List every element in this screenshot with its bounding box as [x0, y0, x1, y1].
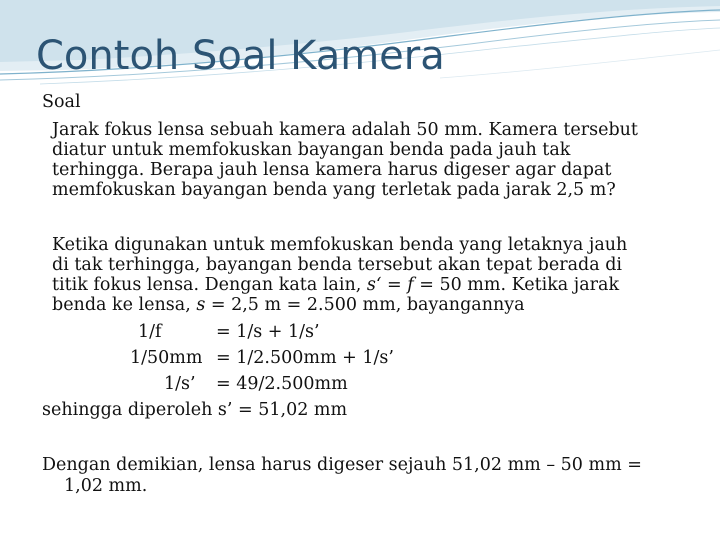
answer-line-3: [52, 275, 619, 295]
equation-2-lhs: 1/50mm: [130, 348, 203, 368]
answer-result: sehingga diperoleh s’ = 51,02 mm: [42, 400, 348, 420]
equation-2-rhs: = 1/2.500mm + 1/s’: [216, 348, 394, 368]
symbol-f: f: [407, 275, 414, 295]
equation-1-lhs: 1/f: [138, 322, 162, 342]
answer-line-3-text-b: =: [381, 275, 408, 295]
answer-line-4-text-b: = 2,5 m = 2.500 mm, bayangannya: [205, 295, 525, 315]
conclusion-line-2: 1,02 mm.: [64, 476, 148, 496]
question-line-3: terhingga. Berapa jauh lensa kamera harus digeser agar dapat: [52, 160, 612, 180]
answer-line-3-text-a: titik fokus lensa. Dengan kata lain,: [52, 275, 367, 295]
question-line-2: diatur untuk memfokuskan bayangan benda pada jauh tak: [52, 140, 571, 160]
symbol-s: s: [196, 295, 206, 315]
conclusion-line-1: Dengan demikian, lensa harus digeser sejauh 51,02 mm – 50 mm =: [42, 455, 642, 475]
equation-1-rhs: = 1/s + 1/s’: [216, 322, 320, 342]
question-line-4: memfokuskan bayangan benda yang terletak pada jarak 2,5 m?: [52, 180, 616, 200]
symbol-s-prime: s‘: [366, 275, 382, 295]
answer-line-4: [52, 295, 525, 315]
section-heading: Soal: [42, 92, 81, 112]
answer-line-1: Ketika digunakan untuk memfokuskan benda yang letaknya jauh: [52, 235, 628, 255]
slide-title: Contoh Soal Kamera: [36, 33, 445, 79]
equation-3-rhs: = 49/2.500mm: [216, 374, 348, 394]
answer-line-3-text-c: = 50 mm. Ketika jarak: [413, 275, 620, 295]
question-line-1: Jarak fokus lensa sebuah kamera adalah 50 mm. Kamera tersebut: [52, 120, 638, 140]
answer-line-2: di tak terhingga, bayangan benda tersebut akan tepat berada di: [52, 255, 623, 275]
answer-line-4-text-a: benda ke lensa,: [52, 295, 197, 315]
equation-3-lhs: 1/s’: [164, 374, 196, 394]
